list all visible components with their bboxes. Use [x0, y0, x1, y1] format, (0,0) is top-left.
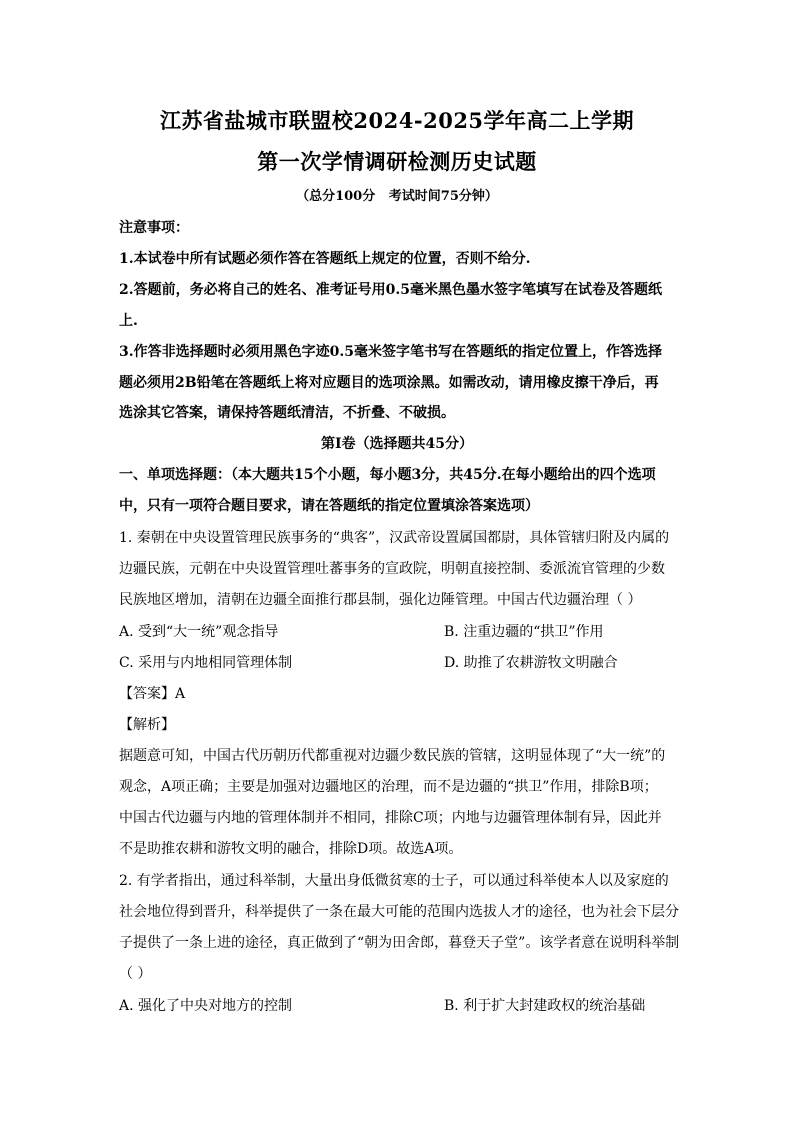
exam-score-time: （总分100分 考试时间75分钟） — [296, 189, 498, 204]
q1-option-b: B. 注重边疆的“拱卫”作用 — [444, 624, 604, 640]
q2-stem: 2. 有学者指出，通过科举制，大量出身低微贫寒的士子，可以通过科举使本人以及家庭的 — [119, 873, 669, 889]
q1-option-d: D. 助推了农耕游牧文明融合 — [444, 655, 618, 671]
q1-analysis: 中国古代边疆与内地的管理体制并不相同，排除C项；内地与边疆管理体制有异，因此并 — [119, 810, 662, 826]
q1-answer: 【答案】A — [119, 686, 186, 702]
q1-stem: 边疆民族，元朝在中央设置管理吐蕃事务的宣政院，明朝直接控制、委派流官管理的少数 — [119, 561, 665, 577]
q1-stem: 1. 秦朝在中央设置管理民族事务的“典客”，汉武帝设置属国都尉，具体管辖归附及内属的 — [119, 530, 670, 546]
q2-stem: 子提供了一条上进的途径，真正做到了“朝为田舍郎，暮登天子堂”。该学者意在说明科举制 — [119, 935, 680, 951]
notes-line: 1.本试卷中所有试题必须作答在答题纸上规定的位置，否则不给分. — [119, 251, 531, 267]
notes-line: 上. — [119, 313, 138, 329]
q1-stem: 民族地区增加，清朝在边疆全面推行郡县制，强化边陲管理。中国古代边疆治理（ ） — [119, 592, 642, 608]
notes-line: 3.作答非选择题时必须用黑色字迹0.5毫米签字笔书写在答题纸的指定位置上，作答选择 — [119, 344, 662, 360]
exam-title-line1: 江苏省盐城市联盟校2024-2025学年高二上学期 — [159, 108, 635, 133]
notes-line: 2.答题前，务必将自己的姓名、准考证号用0.5毫米黑色墨水签字笔填写在试卷及答题纸 — [119, 282, 662, 298]
notes-line: 选涂其它答案，请保持答题纸清洁，不折叠、不破损。 — [119, 405, 455, 421]
q1-analysis-heading: 【解析】 — [119, 717, 175, 733]
q2-stem: （ ） — [119, 966, 152, 982]
q1-option-a: A. 受到“大一统”观念指导 — [119, 624, 279, 640]
q2-stem: 社会地位得到晋升，科举提供了一条在最大可能的范围内选拔人才的途径，也为社会下层分 — [119, 904, 679, 920]
q1-option-c: C. 采用与内地相同管理体制 — [119, 655, 293, 671]
section-instruction: 一、单项选择题：（本大题共15个小题，每小题3分，共45分.在每小题给出的四个选项 — [119, 467, 656, 483]
section-title: 第Ⅰ卷（选择题共45分） — [320, 436, 474, 452]
q1-analysis: 据题意可知，中国古代历朝历代都重视对边疆少数民族的管辖，这明显体现了“大一统”的 — [119, 748, 666, 764]
notes-heading: 注意事项： — [119, 220, 189, 236]
q2-option-b: B. 利于扩大封建政权的统治基础 — [444, 998, 646, 1014]
exam-title-line2: 第一次学情调研检测历史试题 — [257, 149, 537, 174]
section-instruction: 中，只有一项符合题目要求，请在答题纸的指定位置填涂答案选项） — [119, 498, 539, 514]
q1-analysis: 观念，A项正确；主要是加强对边疆地区的治理，而不是边疆的“拱卫”作用，排除B项； — [119, 779, 658, 795]
q1-analysis: 不是助推农耕和游牧文明的融合，排除D项。故选A项。 — [119, 841, 463, 857]
q2-option-a: A. 强化了中央对地方的控制 — [119, 998, 293, 1014]
notes-line: 题必须用2B铅笔在答题纸上将对应题目的选项涂黑。如需改动，请用橡皮擦干净后，再 — [119, 375, 659, 391]
